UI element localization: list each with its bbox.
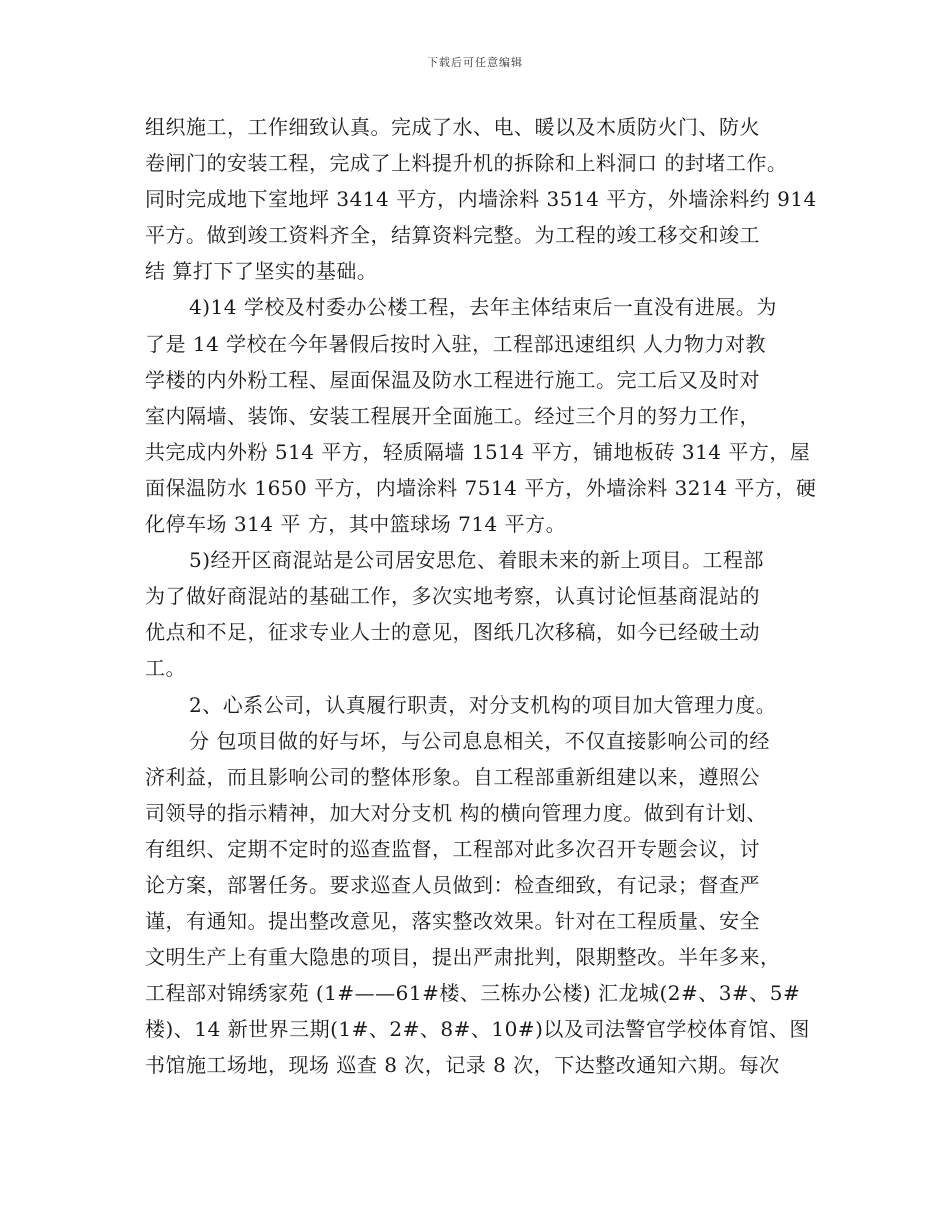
text-line: 卷闸门的安装工程，完成了上料提升机的拆除和上料洞口 的封堵工作。 [145,151,788,176]
text-line: 组织施工，工作细致认真。完成了水、电、暖以及木质防火门、防火 [145,115,760,139]
text-line: 面保温防水 1650 平方，内墙涂料 7514 平方，外墙涂料 3214 平方，硬 [145,475,817,500]
text-line: 工。 [145,656,186,681]
text-line: 结 算打下了坚实的基础。 [145,259,378,284]
text-line: 为了做好商混站的基础工作，多次实地考察，认真讨论恒基商混站的 [145,584,760,609]
text-line: 2、心系公司，认真履行职责，对分支机构的项目加大管理力度。 [189,692,777,717]
text-line: 书馆施工场地，现场 巡查 8 次，记录 8 次，下达整改通知六期。每次 [145,1053,780,1078]
text-line: 4)14 学校及村委办公楼工程，去年主体结束后一直没有进展。为 [189,295,777,320]
text-line: 室内隔墙、装饰、安装工程展开全面施工。经过三个月的努力工作， [145,403,760,428]
text-line: 文明生产上有重大隐患的项目，提出严肃批判，限期整改。半年多来， [145,945,781,970]
text-line: 司领导的指示精神，加大对分支机 构的横向管理力度。做到有计划、 [145,800,767,825]
text-line: 了是 14 学校在今年暑假后按时入驻，工程部迅速组织 人力物力对教 [145,331,767,356]
text-line: 济利益，而且影响公司的整体形象。自工程部重新组建以来，遵照公 [145,764,760,789]
text-line: 平方。做到竣工资料齐全，结算资料完整。为工程的竣工移交和竣工 [145,223,760,248]
text-line: 楼)、14 新世界三期(1#、2#、8#、10#)以及司法警官学校体育馆、图 [145,1017,810,1042]
text-line: 化停车场 314 平 方，其中篮球场 714 平方。 [145,512,567,537]
text-line: 工程部对锦绣家苑 (1#——61#楼、三栋办公楼) 汇龙城(2#、3#、5# [145,981,801,1006]
text-line: 论方案，部署任务。要求巡查人员做到：检查细致，有记录；督查严 [145,872,760,897]
text-line: 学楼的内外粉工程、屋面保温及防水工程进行施工。完工后又及时对 [145,367,760,392]
page-header: 下载后可任意编辑 [427,56,523,69]
text-line: 优点和不足，征求专业人士的意见，图纸几次移稿，如今已经破土动 [145,620,760,645]
text-line: 共完成内外粉 514 平方，轻质隔墙 1514 平方，铺地板砖 314 平方，屋 [145,439,811,464]
text-line: 5)经开区商混站是公司居安思危、着眼未来的新上项目。工程部 [189,548,765,573]
text-line: 分 包项目做的好与坏，与公司息息相关，不仅直接影响公司的经 [189,728,770,753]
text-line: 同时完成地下室地坪 3414 平方，内墙涂料 3514 平方，外墙涂料约 914 [145,187,817,212]
text-line: 谨，有通知。提出整改意见，落实整改效果。针对在工程质量、安全 [145,909,760,934]
document-body [145,109,815,1084]
text-line: 有组织、定期不定时的巡查监督，工程部对此多次召开专题会议，讨 [145,836,760,861]
